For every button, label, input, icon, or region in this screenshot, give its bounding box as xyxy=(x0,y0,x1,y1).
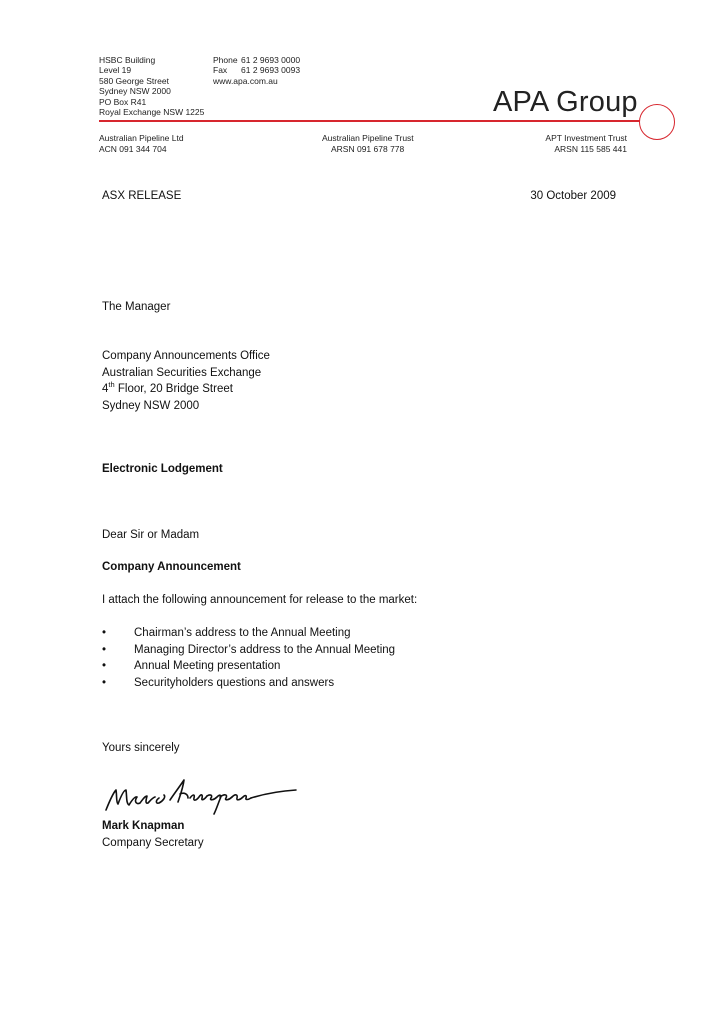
letterhead-divider xyxy=(99,120,640,122)
floor-suffix: th xyxy=(108,380,115,390)
address-line: 580 George Street xyxy=(99,75,169,86)
signatory-name: Mark Knapman xyxy=(102,820,185,832)
bullet-icon: • xyxy=(102,643,107,656)
contact-details xyxy=(213,55,300,86)
recipient-line: Sydney NSW 2000 xyxy=(102,399,200,412)
recipient-address xyxy=(102,348,270,414)
entity-code: ARSN 115 585 441 xyxy=(554,143,627,154)
recipient-line: Company Announcements Office xyxy=(102,350,270,362)
list-item-text: Securityholders questions and answers xyxy=(134,676,335,689)
signatory-title: Company Secretary xyxy=(102,836,204,849)
closing: Yours sincerely xyxy=(102,742,180,754)
list-item-text: Annual Meeting presentation xyxy=(134,660,281,672)
entity-name: Australian Pipeline Ltd xyxy=(99,133,184,143)
floor-street: Floor, 20 Bridge Street xyxy=(114,383,233,395)
phone-label: Phone xyxy=(213,55,238,65)
entity-name: Australian Pipeline Trust xyxy=(322,133,414,143)
entity-name: APT Investment Trust xyxy=(545,133,627,143)
lodgement-heading: Electronic Lodgement xyxy=(102,463,223,475)
address-line: Sydney NSW 2000 xyxy=(99,86,171,97)
entity-apt-investment-trust xyxy=(520,133,627,154)
entity-australian-pipeline-trust xyxy=(322,133,414,154)
bullet-icon: • xyxy=(102,627,107,639)
signature-icon xyxy=(104,770,298,816)
list-item xyxy=(102,625,395,642)
entity-code: ARSN 091 678 778 xyxy=(331,143,405,154)
bullet-icon: • xyxy=(102,676,107,689)
entity-code: ACN 091 344 704 xyxy=(99,143,167,154)
list-item xyxy=(102,658,395,675)
phone-number: 61 2 9693 0000 xyxy=(241,55,301,65)
list-item xyxy=(102,642,395,659)
intro-paragraph: I attach the following announcement for release to the market: xyxy=(102,594,418,606)
recipient-line: Australian Securities Exchange xyxy=(102,366,262,379)
subject-heading: Company Announcement xyxy=(102,561,241,573)
address-line: HSBC Building xyxy=(99,55,156,65)
bullet-icon: • xyxy=(102,660,107,672)
recipient-line xyxy=(102,381,270,398)
address-line: Level 19 xyxy=(99,65,132,76)
entity-australian-pipeline-ltd xyxy=(99,133,184,154)
signatory xyxy=(102,818,204,851)
fax-line xyxy=(213,65,300,75)
list-item-text: Managing Director’s address to the Annual Meeting xyxy=(134,643,396,656)
salutation: Dear Sir or Madam xyxy=(102,529,200,541)
website: www.apa.com.au xyxy=(213,75,278,86)
recipient-attention: The Manager xyxy=(102,301,171,313)
release-label: ASX RELEASE xyxy=(102,190,182,202)
company-logo: APA Group xyxy=(493,86,638,118)
logo-circle-icon xyxy=(639,104,675,140)
list-item-text: Chairman’s address to the Annual Meeting xyxy=(134,627,351,639)
phone-line xyxy=(213,55,300,65)
address-line: Royal Exchange NSW 1225 xyxy=(99,107,205,118)
list-item xyxy=(102,675,395,692)
fax-number: 61 2 9693 0093 xyxy=(241,65,301,76)
office-address xyxy=(99,55,204,117)
fax-label: Fax xyxy=(213,65,228,76)
floor-number: 4 xyxy=(102,383,109,395)
attachment-list xyxy=(102,625,395,691)
address-line: PO Box R41 xyxy=(99,96,147,107)
release-date: 30 October 2009 xyxy=(530,190,616,202)
